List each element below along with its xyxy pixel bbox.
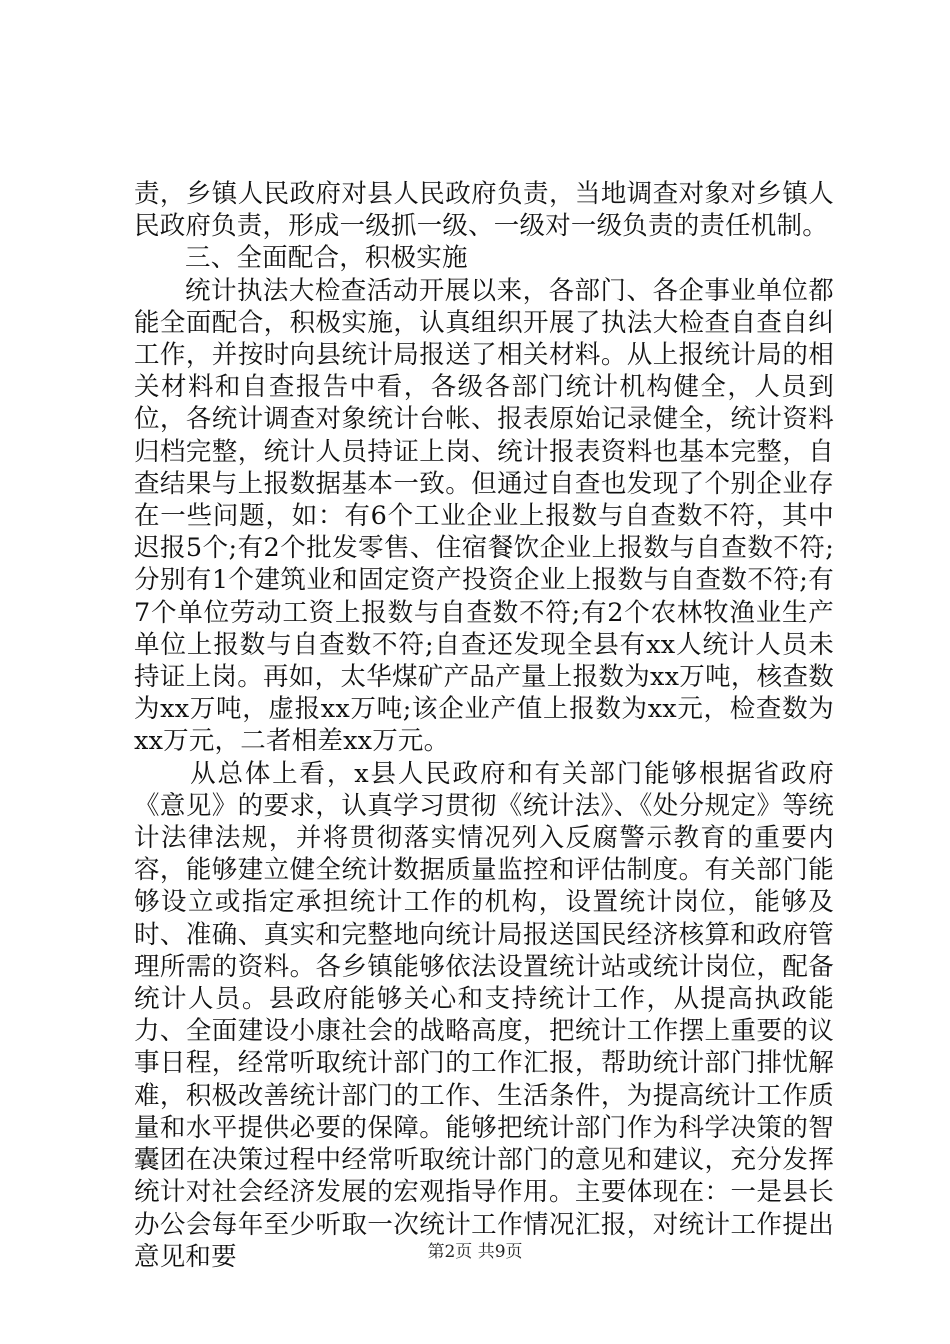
document-body <box>134 178 834 1273</box>
paragraph-inspection-results: 统计执法大检查活动开展以来，各部门、各企事业单位都能全面配合，积极实施，认真组织开展了执法大检查自查自纠工作，并按时向县统计局报送了相关材料。从上报统计局的相关材料和自查报告中看，各级各部门统计机构健全，人员到位，各统计调查对象统计台帐、报表原始记录健全，统计资料归档完整，统计人员持证上岗、统计报表资料也基本完整，自查结果与上报数据基本一致。但通过自查也发现了个别企业存在一些问题，如：有6个工业企业上报数与自查数不符，其中迟报5个;有2个批发零售、住宿餐饮企业上报数与自查数不符;分别有1个建筑业和固定资产投资企业上报数与自查数不符;有7个单位劳动工资上报数与自查数不符;有2个农林牧渔业生产单位上报数与自查数不符;自查还发现全县有xx人统计人员未持证上岗。再如，太华煤矿产品产量上报数为xx万吨，核查数为xx万吨，虚报xx万吨;该企业产值上报数为xx元，检查数为xx万元，二者相差xx万元。 <box>134 275 834 757</box>
page-footer: 第2页 共9页 <box>427 1242 523 1262</box>
paragraph-overall-assessment: 从总体上看，x县人民政府和有关部门能够根据省政府《意见》的要求，认真学习贯彻《统计法》、《处分规定》等统计法律法规，并将贯彻落实情况列入反腐警示教育的重要内容，能够建立健全统计数据质量监控和评估制度。有关部门能够设立或指定承担统计工作的机构，设置统计岗位，能够及时、准确、真实和完整地向统计局报送国民经济核算和政府管理所需的资料。各乡镇能够依法设置统计站或统计岗位，配备统计人员。县政府能够关心和支持统计工作，从提高执政能力、全面建设小康社会的战略高度，把统计工作摆上重要的议事日程，经常听取统计部门的工作汇报，帮助统计部门排忧解难，积极改善统计部门的工作、生活条件，为提高统计工作质量和水平提供必要的保障。能够把统计部门作为科学决策的智囊团在决策过程中经常听取统计部门的意见和建议，充分发挥统计对社会经济发展的宏观指导作用。主要体现在：一是县长办公会每年至少听取一次统计工作情况汇报，对统计工作提出意见和要 <box>134 758 834 1272</box>
section-heading: 三、全面配合，积极实施 <box>185 243 468 274</box>
paragraph-continuation: 责，乡镇人民政府对县人民政府负责，当地调查对象对乡镇人民政府负责，形成一级抓一级、一级对一级负责的责任机制。 <box>134 179 834 242</box>
